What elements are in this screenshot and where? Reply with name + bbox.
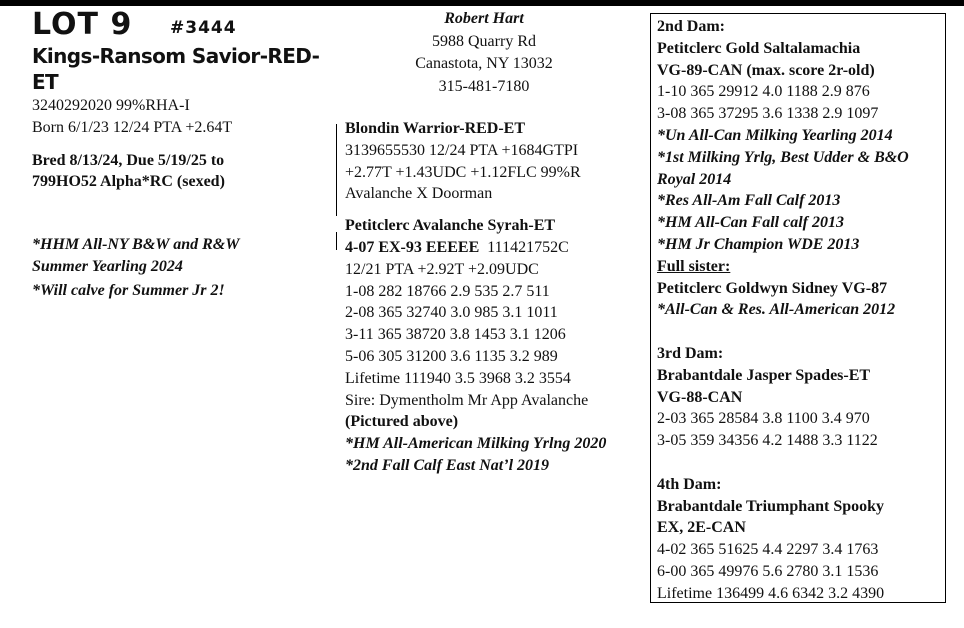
owner-phone: 315-481-7180: [438, 77, 530, 95]
born-line: Born 6/1/23 12/24 PTA +2.64T: [32, 118, 233, 136]
second-dam-honor-6: *HM Jr Champion WDE 2013: [657, 235, 860, 253]
dam-honor-1: *HM All-American Milking Yrlng 2020: [345, 435, 607, 453]
full-sister-honor: *All-Can & Res. All-American 2012: [657, 301, 896, 319]
fourth-dam-record-3: Lifetime 136499 4.6 6342 3.2 4390: [657, 584, 885, 602]
bred-line-1: Bred 8/13/24, Due 5/19/25 to: [32, 151, 225, 169]
honor-line-1: *HHM All-NY B&W and R&W: [32, 236, 240, 254]
second-dam-honor-1: *Un All-Can Milking Yearling 2014: [657, 126, 893, 144]
top-border-bar: [0, 0, 964, 6]
dam-line-4: 3-11 365 38720 3.8 1453 3.1 1206: [345, 326, 566, 344]
sire-block: [336, 118, 641, 205]
lot-number: #3444: [170, 18, 237, 38]
owner-address: 5988 Quarry Rd: [432, 32, 536, 50]
second-dam-record-2: 3-08 365 37295 3.6 1338 2.9 1097: [657, 105, 879, 123]
lot-summary: [32, 8, 332, 302]
registration-line: 3240292020 99%RHA-I: [32, 97, 190, 114]
third-dam-name-1: Brabantdale Jasper Spades-ET: [657, 366, 871, 384]
dam-name: Petitclerc Avalanche Syrah-ET: [345, 217, 556, 235]
sire-name: Blondin Warrior-RED-ET: [345, 120, 526, 137]
dam-pictured: (Pictured above): [345, 413, 459, 431]
dam-line-3: 2-08 365 32740 3.0 985 3.1 1011: [345, 304, 558, 322]
dam-line-6: Lifetime 111940 3.5 3968 3.2 3554: [345, 369, 571, 387]
second-dam-honor-3: Royal 2014: [657, 170, 732, 188]
owner-name: Robert Hart: [444, 10, 524, 27]
second-dam-honor-2: *1st Milking Yrlg, Best Udder & B&O: [657, 148, 909, 166]
owner-block: [336, 8, 632, 98]
cow-name: Kings-Ransom Savior-RED-ET: [32, 44, 320, 94]
dam-line-2: 1-08 282 18766 2.9 535 2.7 511: [345, 282, 550, 300]
lot-title: LOT 9: [32, 7, 133, 42]
honor-line-2: Summer Yearling 2024: [32, 257, 183, 275]
dam-divider: [336, 232, 337, 250]
sire-divider: [336, 124, 337, 216]
third-dam-record-2: 3-05 359 34356 4.2 1488 3.3 1122: [657, 432, 878, 450]
calving-note: *Will calve for Summer Jr 2!: [32, 281, 225, 299]
third-dam-record-1: 2-03 365 28584 3.8 1100 3.4 970: [657, 410, 870, 428]
fourth-dam-name-1: Brabantdale Triumphant Spooky: [657, 497, 885, 515]
second-dam-record-1: 1-10 365 29912 4.0 1188 2.9 876: [657, 83, 870, 101]
dam-block: [336, 215, 641, 477]
fourth-dam-heading: 4th Dam:: [657, 475, 722, 493]
second-dam-heading: 2nd Dam:: [657, 18, 726, 35]
owner-city: Canastota, NY 13032: [415, 55, 553, 72]
lot-header: [32, 8, 332, 42]
dam-line-5: 5-06 305 31200 3.6 1135 3.2 989: [345, 347, 558, 365]
second-dam-name-1: Petitclerc Gold Saltalamachia: [657, 39, 861, 57]
bred-line-2: 799HO52 Alpha*RC (sexed): [32, 173, 225, 191]
full-sister-name: Petitclerc Goldwyn Sidney VG-87: [657, 279, 888, 297]
dam-line-1: 12/21 PTA +2.92T +2.09UDC: [345, 260, 539, 278]
dam-classification-line: [345, 237, 641, 259]
second-dam-name-2: VG-89-CAN (max. score 2r-old): [657, 61, 875, 79]
sire-line-3: Avalanche X Doorman: [345, 185, 493, 203]
fourth-dam-record-2: 6-00 365 49976 5.6 2780 3.1 1536: [657, 562, 879, 580]
dam-registration: 111421752C: [487, 238, 569, 256]
second-dam-honor-5: *HM All-Can Fall calf 2013: [657, 214, 844, 232]
third-dam-name-2: VG-88-CAN: [657, 388, 743, 406]
full-sister-heading: Full sister:: [657, 257, 731, 275]
second-dam-honor-4: *Res All-Am Fall Calf 2013: [657, 192, 841, 210]
sire-dam-column: [336, 8, 641, 477]
dam-honor-2: *2nd Fall Calf East Nat’l 2019: [345, 456, 550, 474]
sire-line-1: 3139655530 12/24 PTA +1684GTPI: [345, 141, 579, 159]
dam-line-7: Sire: Dymentholm Mr App Avalanche: [345, 391, 589, 409]
fourth-dam-record-1: 4-02 365 51625 4.4 2297 3.4 1763: [657, 541, 879, 559]
fourth-dam-name-2: EX, 2E-CAN: [657, 519, 746, 537]
sire-line-2: +2.77T +1.43UDC +1.12FLC 99%R: [345, 163, 581, 181]
third-dam-heading: 3rd Dam:: [657, 344, 724, 362]
dam-classification: 4-07 EX-93 EEEEE: [345, 238, 480, 256]
pedigree-box: [650, 13, 946, 603]
